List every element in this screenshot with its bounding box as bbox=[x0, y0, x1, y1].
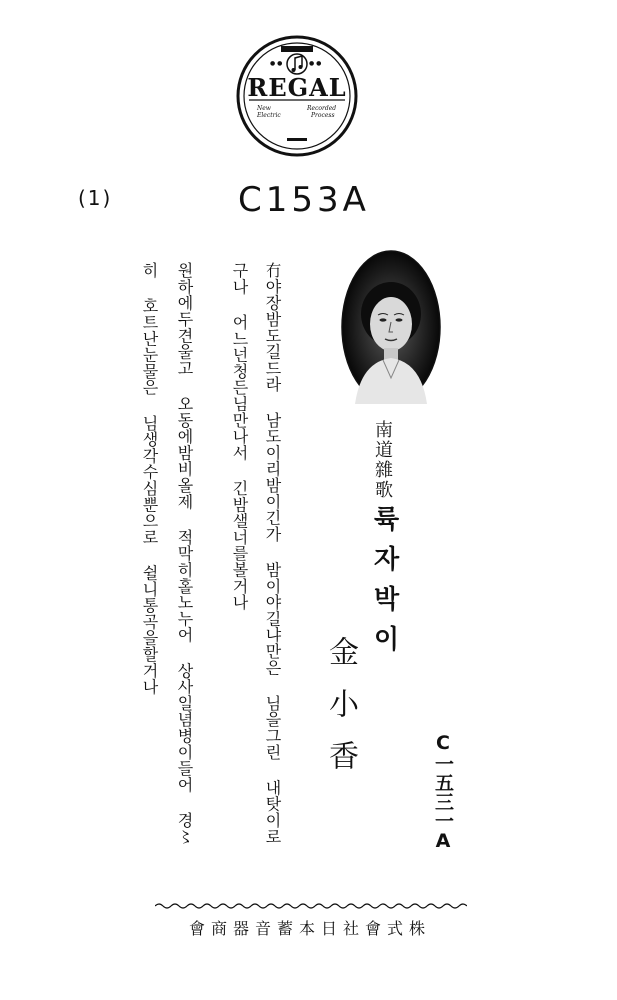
svg-text:Electric: Electric bbox=[257, 112, 281, 119]
song-title: 륙자박이 bbox=[369, 505, 399, 665]
regal-logo-icon bbox=[235, 34, 359, 158]
svg-text:● ●: ● ● bbox=[270, 60, 283, 67]
singer-name: 金小香 bbox=[323, 636, 358, 792]
side-code: C一五三一A bbox=[432, 732, 454, 852]
lyric-column-4: 히 호트난눈물은 님생각수심뿐으로 쉴니통곡을할거나 bbox=[140, 262, 159, 695]
lyric-column-2: 구나 어느넌청든님만나서 긴밤샐너를볼거나 bbox=[230, 262, 249, 611]
singer-portrait-photo-icon bbox=[341, 250, 441, 404]
page-number: (1) bbox=[78, 186, 113, 210]
svg-text:Recorded: Recorded bbox=[307, 105, 337, 112]
lyric-column-3: 원하에두견울고 오동에밤비올제 적막히홀노누어 상사일념병이들어 경〻 bbox=[175, 262, 194, 845]
company-name: 會商器音蓄本日社會式株 bbox=[188, 919, 431, 938]
lyric-column-1: 冇야장밤도길드라 남도이리밤이긴가 밤이야길냐만은 님을그린 내탓이로 bbox=[263, 262, 282, 845]
svg-text:REGAL: REGAL bbox=[247, 73, 347, 102]
decorative-divider bbox=[155, 901, 467, 911]
song-genre: 南道雜歌 bbox=[372, 420, 393, 500]
catalog-number: C153A bbox=[238, 180, 370, 220]
svg-text:New: New bbox=[257, 105, 271, 112]
svg-text:● ●: ● ● bbox=[309, 60, 322, 67]
svg-text:Process: Process bbox=[311, 112, 335, 119]
